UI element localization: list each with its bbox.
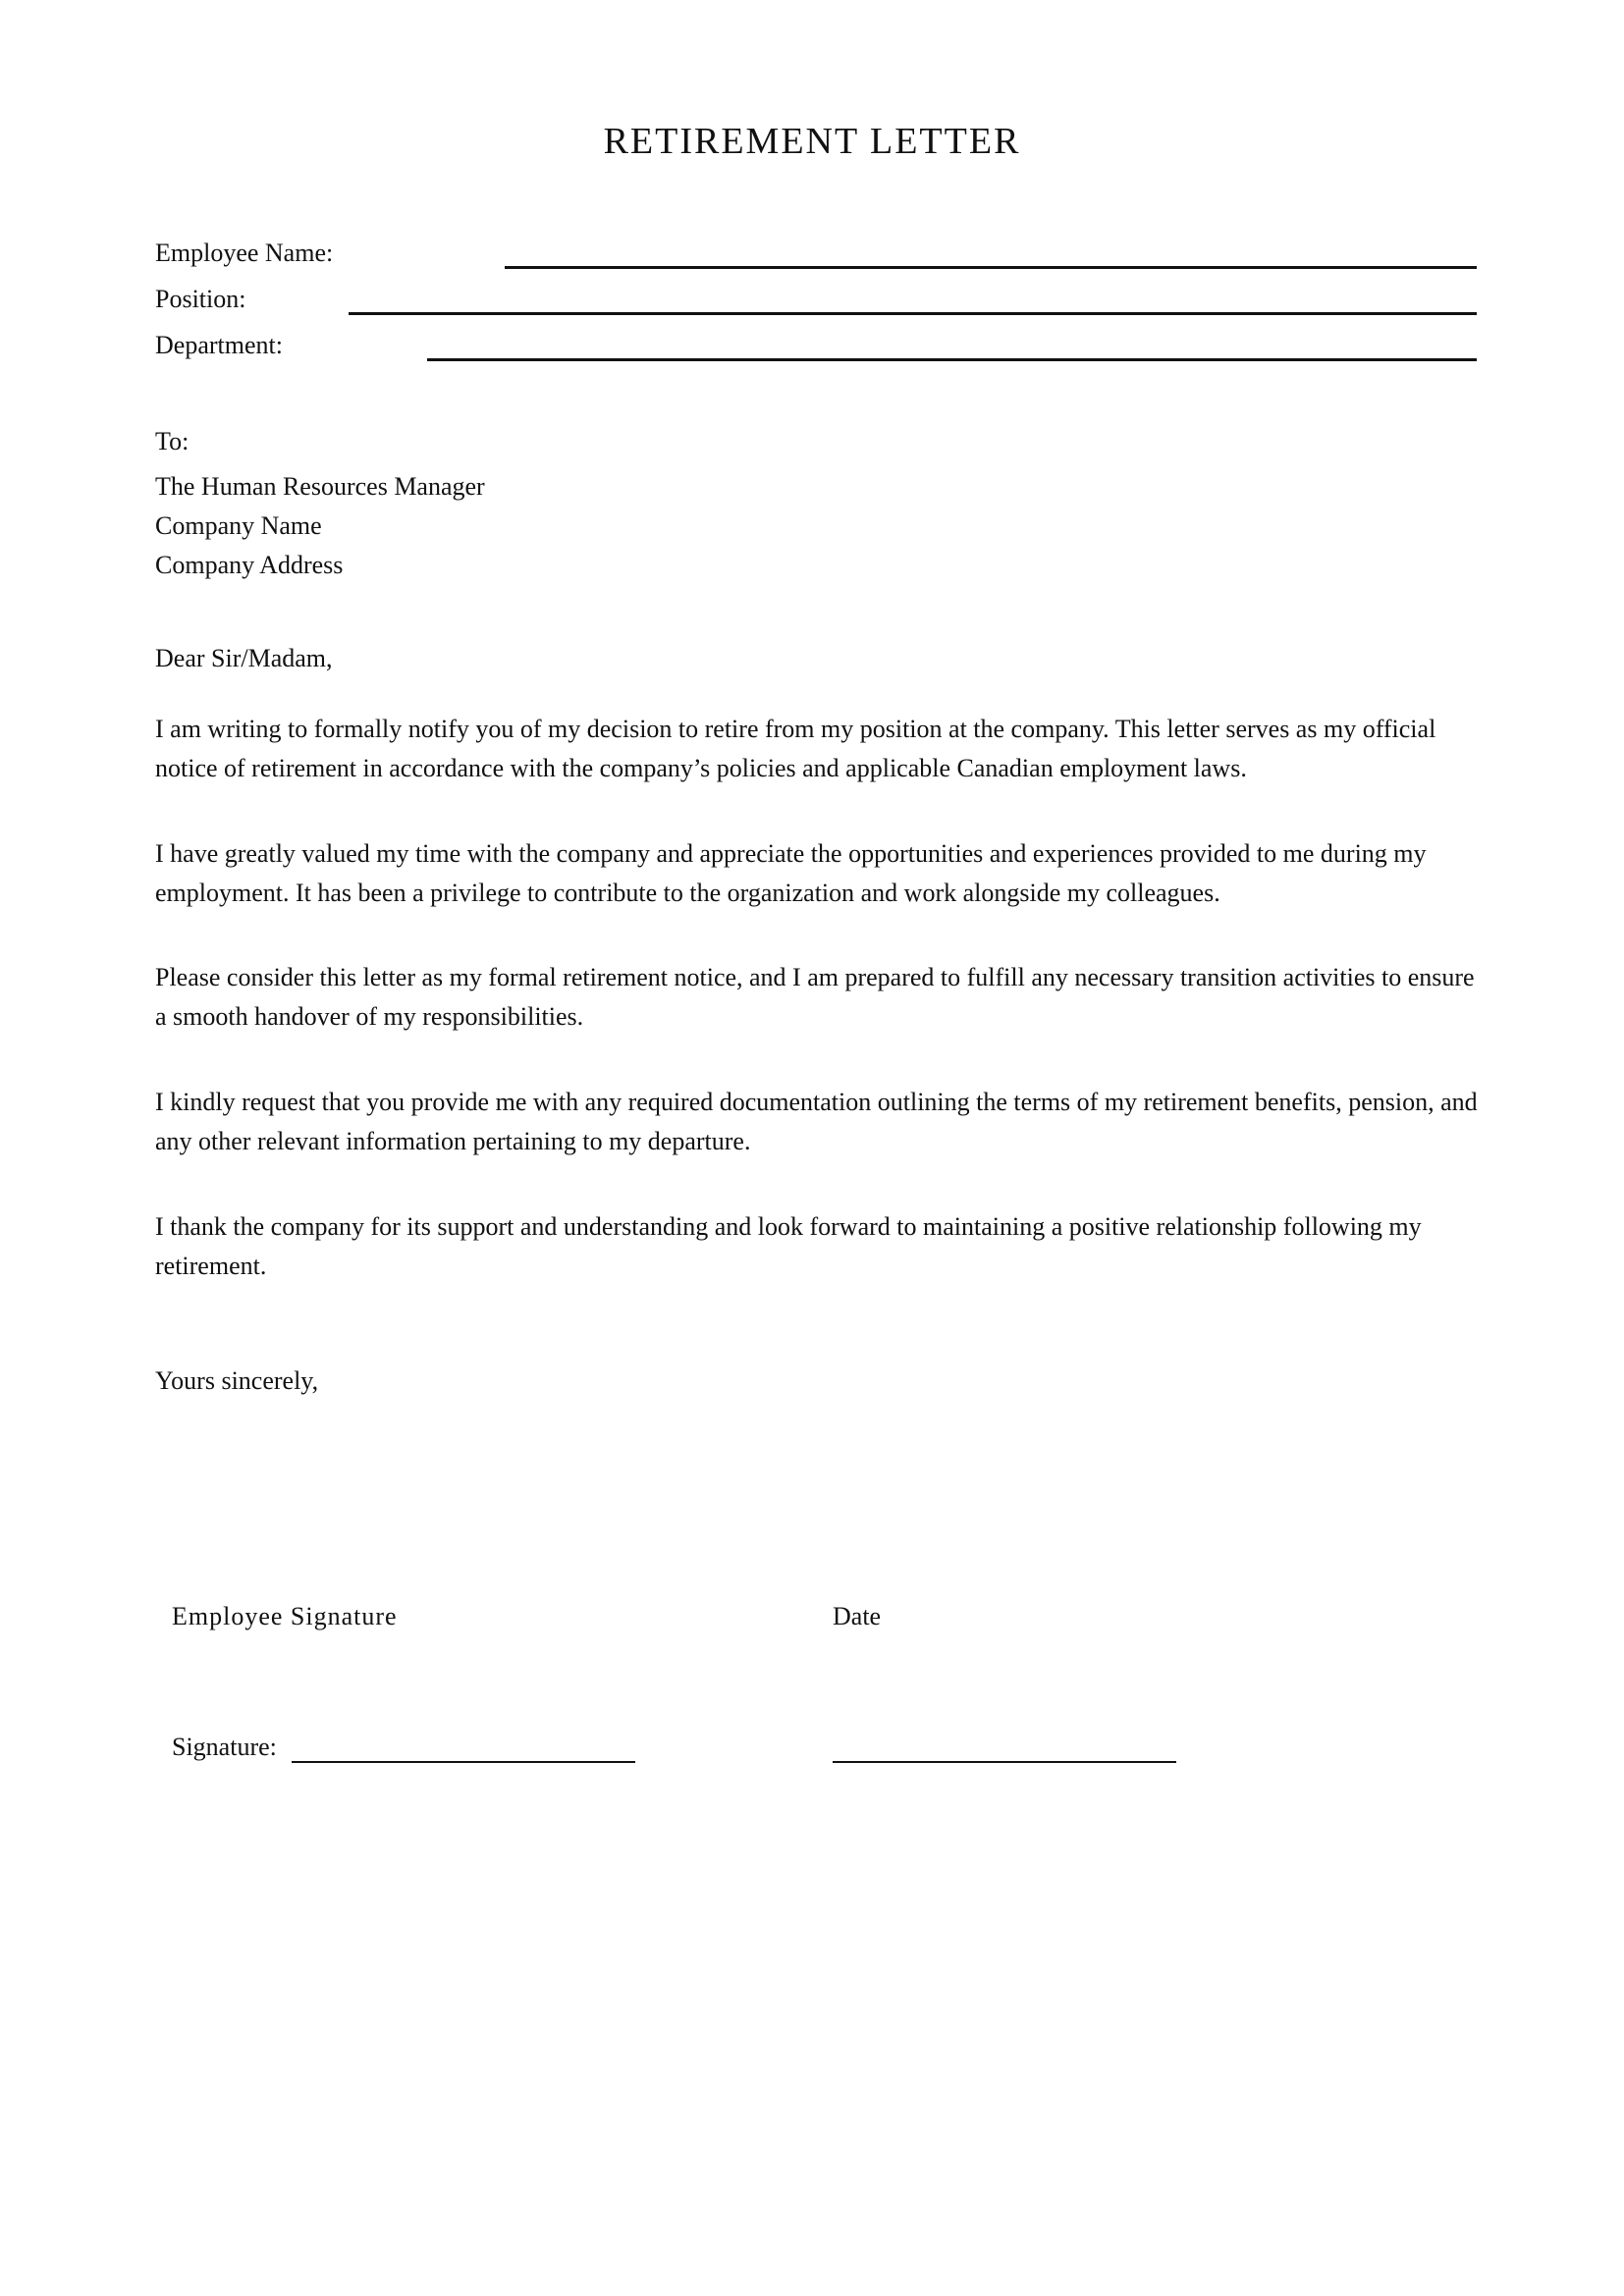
signature-field[interactable]	[292, 1761, 635, 1763]
position-label: Position:	[155, 285, 246, 313]
employee-name-row	[155, 234, 1477, 273]
recipient-line: Company Address	[155, 551, 344, 579]
date-field[interactable]	[833, 1761, 1176, 1763]
department-field[interactable]	[427, 358, 1477, 361]
body-paragraph: I am writing to formally notify you of my decision to retire from my position at the company. This letter serves as my official notice of retirement in accordance with the company’s policies and applicable Canadian employment laws.	[155, 715, 1436, 782]
body-paragraph: I have greatly valued my time with the company and appreciate the opportunities and experiences provided to me during my employment. It has been a privilege to contribute to the organization and work alongside my colleagues.	[155, 839, 1427, 907]
recipient-line: Company Name	[155, 511, 322, 540]
closing: Yours sincerely,	[155, 1366, 319, 1395]
signature-line-label: Signature:	[172, 1733, 277, 1761]
employee-name-field[interactable]	[505, 266, 1477, 269]
salutation: Dear Sir/Madam,	[155, 644, 333, 672]
employee-signature-label: Employee Signature	[172, 1602, 398, 1630]
body-paragraph: I thank the company for its support and understanding and look forward to maintaining a positive relationship following my retirement.	[155, 1212, 1422, 1280]
position-field[interactable]	[349, 312, 1477, 315]
document-title: RETIREMENT LETTER	[603, 121, 1021, 162]
department-label: Department:	[155, 331, 283, 359]
body-paragraph: I kindly request that you provide me with any required documentation outlining the terms of my retirement benefits, pension, and any other relevant information pertaining to my departure.	[155, 1088, 1478, 1155]
position-row	[155, 280, 1477, 319]
employee-name-label: Employee Name:	[155, 239, 334, 267]
recipient-line: The Human Resources Manager	[155, 472, 485, 501]
to-label: To:	[155, 427, 189, 455]
body-paragraph: Please consider this letter as my formal retirement notice, and I am prepared to fulfill any necessary transition activities to ensure a smooth handover of my responsibilities.	[155, 963, 1475, 1031]
date-label: Date	[833, 1602, 882, 1630]
department-row	[155, 326, 1477, 365]
